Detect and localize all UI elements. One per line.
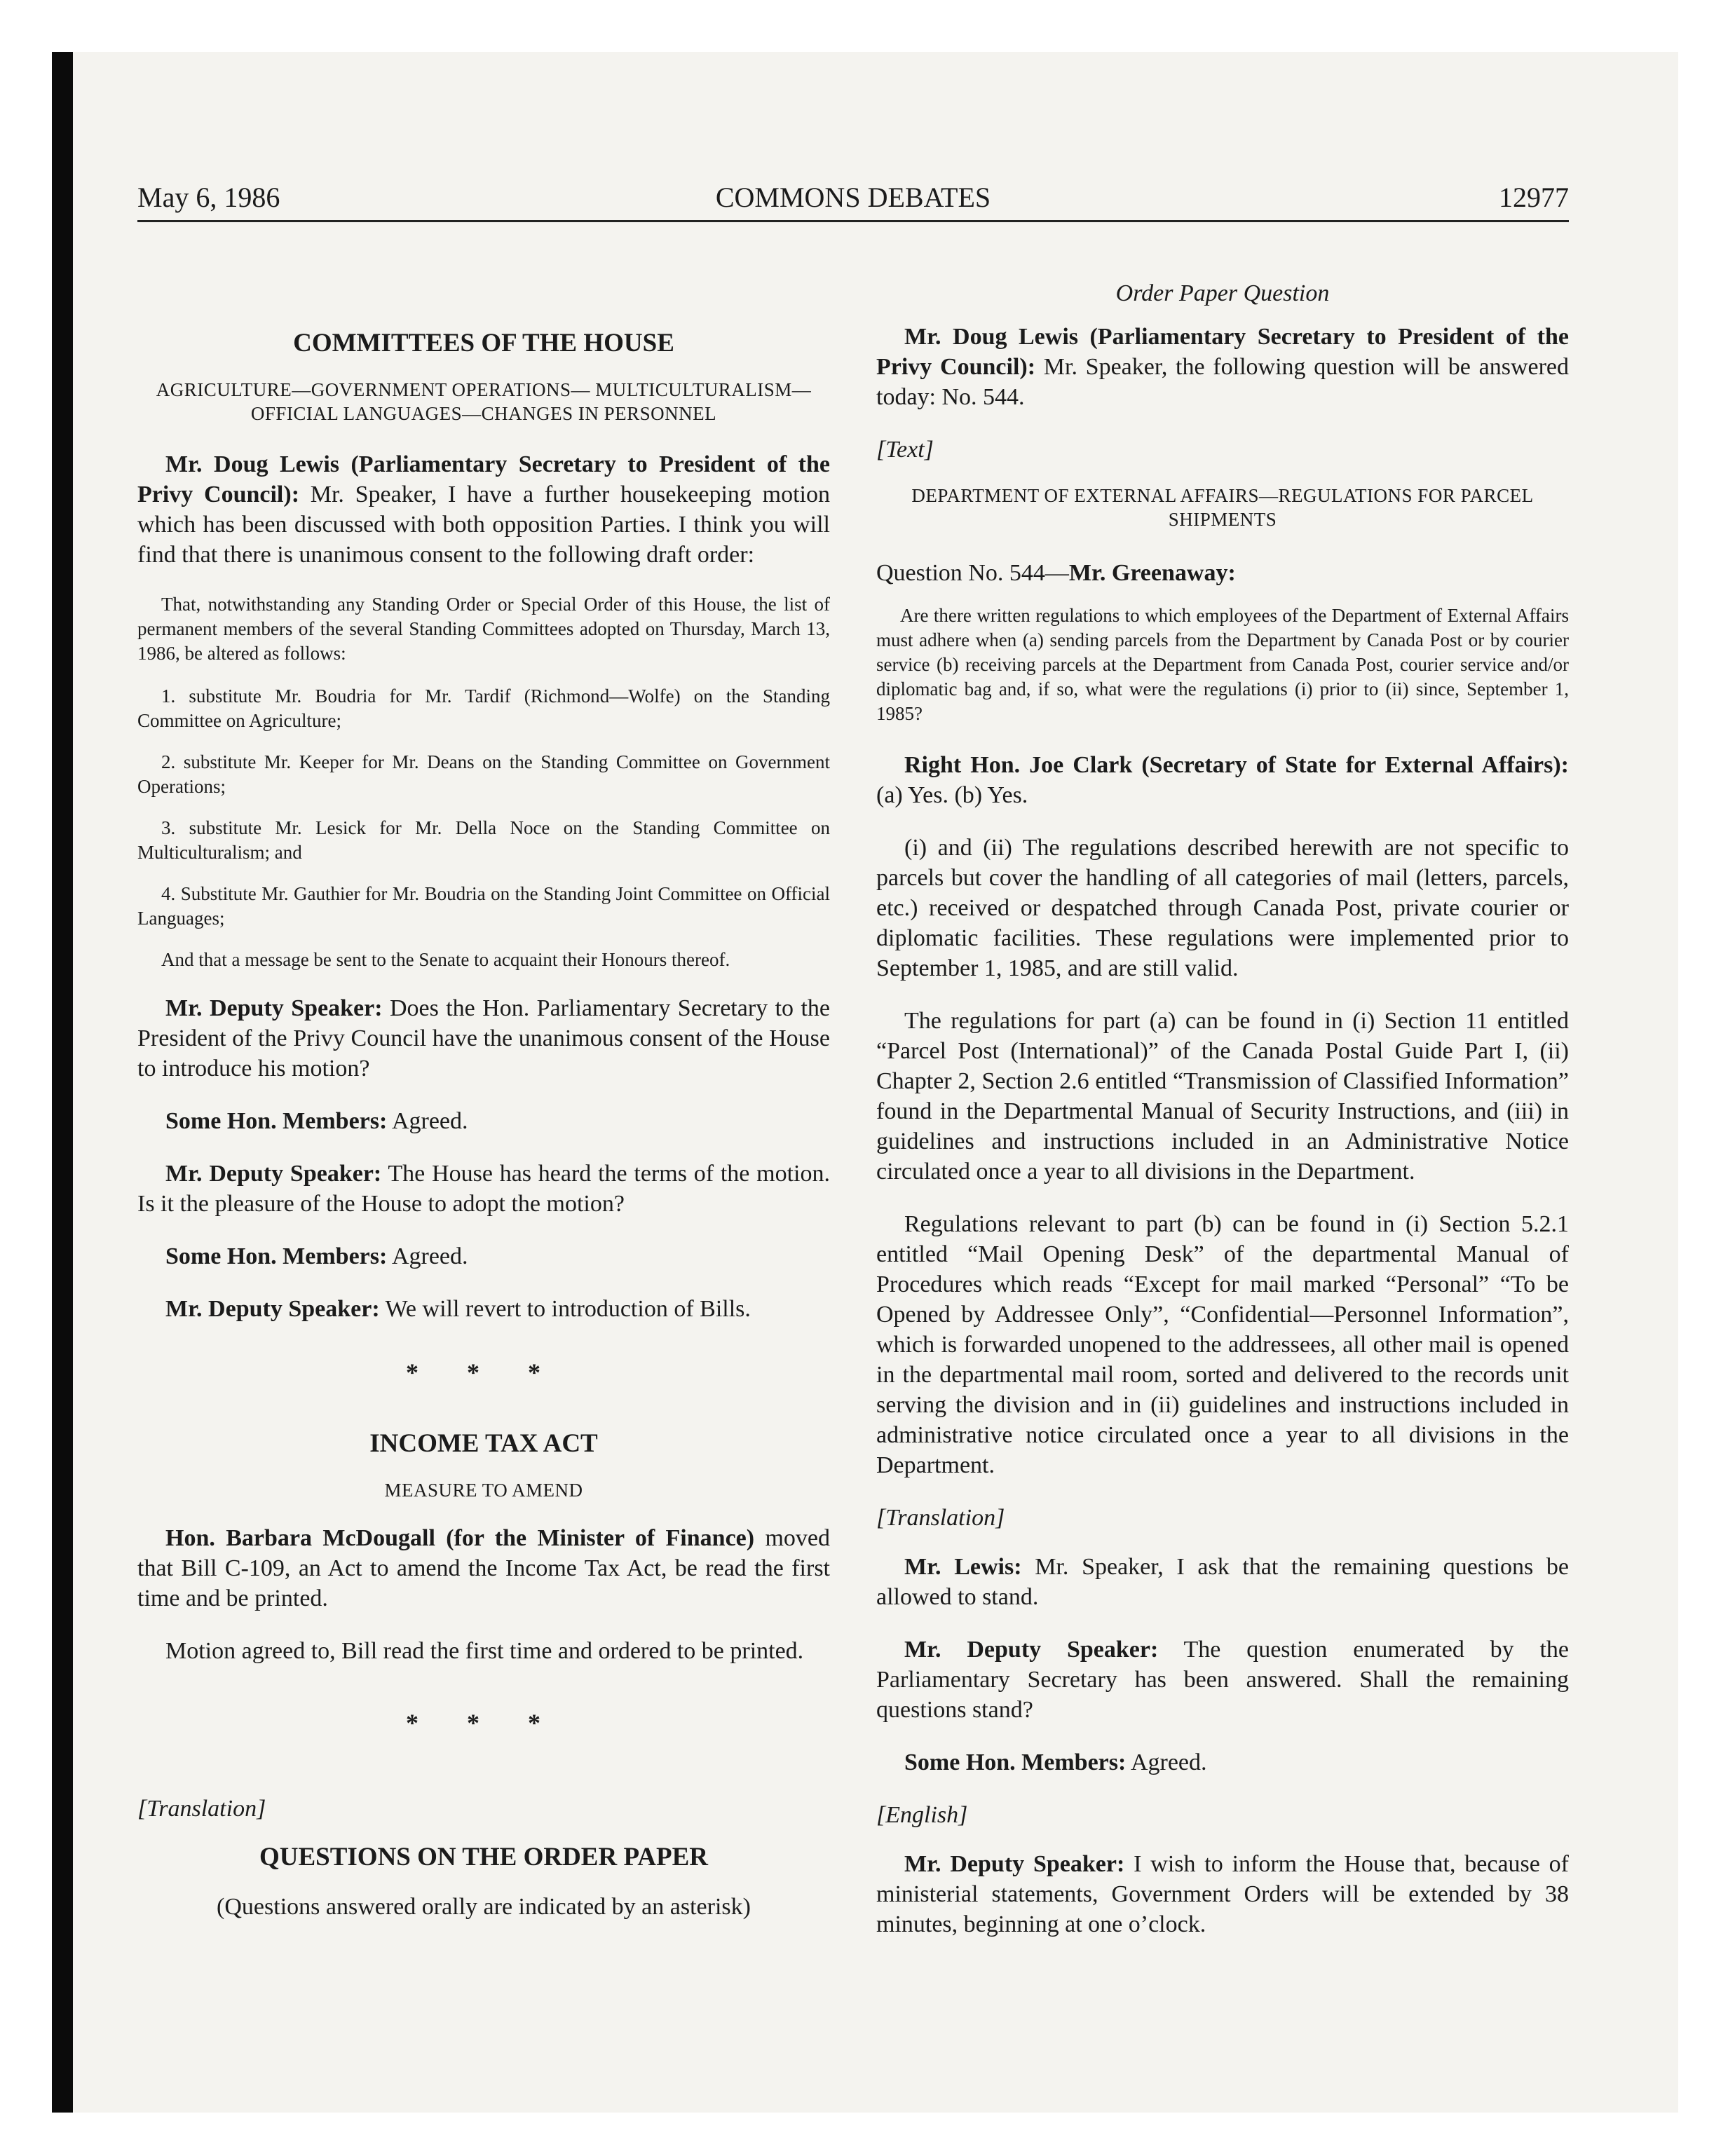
- paragraph: The regulations for part (a) can be found in (i) Section 11 entitled “Parcel Post (International)” of the Canada Postal Guide Part I, (ii) Chapter 2, Section 2.6 entitled “Transmission of Classified Information” found in the Departmental Manual of Security Instructions, and (iii) in guidelines and instructions included in an Administrative Notice circulated once a year to all divisions in the Department.: [876, 1008, 1569, 1185]
- speech-text: Does the Hon. Parliamentary Secretary to the President of the Privy Council have the unanimous consent of the House to introduce his motion?: [137, 995, 830, 1082]
- speech-text: Mr. Speaker, I ask that the remaining questions be allowed to stand.: [876, 1554, 1569, 1610]
- paragraph: [137, 993, 830, 1084]
- speaker-name: Mr. Deputy Speaker:: [165, 995, 383, 1021]
- speech-text: Mr. Speaker, I have a further housekeeping motion which has been discussed with both opposition Parties. I think you will find that there is unanimous consent to the following draft order:: [137, 482, 830, 568]
- order-paper-label: Order Paper Question: [1115, 280, 1330, 306]
- text-label: [Text]: [876, 437, 934, 463]
- paragraph: Regulations relevant to part (b) can be found in (i) Section 5.2.1 entitled “Mail Opening Desk” of the departmental Manual of Procedures which reads “Except for mail marked “Personal” “To be Opened by Addressee Only”, “Confidential—Personnel Information”, which is forwarded unopened to the addressees, all other mail is opened in the departmental mail room, sorted and delivered to the records unit serving the division and in (ii) guidelines and instructions included in administrative notice circulated once a year to all divisions in the Department.: [876, 1211, 1569, 1478]
- speaker-name: Mr. Deputy Speaker:: [904, 1851, 1125, 1877]
- list-item: 1. substitute Mr. Boudria for Mr. Tardif (Richmond—Wolfe) on the Standing Committee on Agriculture;: [137, 685, 830, 731]
- paragraph: [137, 1106, 830, 1136]
- department-heading: DEPARTMENT OF EXTERNAL AFFAIRS—REGULATIONS FOR PARCEL SHIPMENTS: [911, 485, 1534, 530]
- speech-text: moved that Bill C-109, an Act to amend the Income Tax Act, be read the first time and be printed.: [137, 1525, 830, 1611]
- section-separator: * * *: [406, 1709, 562, 1737]
- speaker-name: Mr. Lewis:: [904, 1554, 1022, 1580]
- english-label: [English]: [876, 1802, 968, 1828]
- speech-text: (a) Yes. (b) Yes.: [876, 782, 1028, 808]
- speaker-name: Mr. Deputy Speaker:: [165, 1161, 382, 1187]
- list-item: 4. Substitute Mr. Gauthier for Mr. Boudria on the Standing Joint Committee on Official Languages;: [137, 883, 830, 929]
- translation-label: [Translation]: [137, 1796, 266, 1822]
- question-text: Are there written regulations to which employees of the Department of External Affairs must adhere when (a) sending parcels from the Department by Canada Post or by courier service (b) receiving parcels at the Department from Canada Post, courier service and/or diplomatic bag and, if so, what were the regulations (i) prior to (ii) since, September 1, 1985?: [876, 605, 1569, 724]
- order-closing: And that a message be sent to the Senate to acquaint their Honours thereof.: [161, 949, 730, 970]
- paragraph: [876, 1747, 1569, 1778]
- speech-text: The House has heard the terms of the motion. Is it the pleasure of the House to adopt the motion?: [137, 1161, 830, 1217]
- section-subheading-changes: AGRICULTURE—GOVERNMENT OPERATIONS— MULTICULTURALISM—OFFICIAL LANGUAGES—CHANGES IN PERSONNEL: [156, 379, 812, 424]
- question-member: Mr. Greenaway:: [1068, 560, 1236, 586]
- speaker-name: Some Hon. Members:: [904, 1749, 1127, 1775]
- section-heading-committees: COMMITTEES OF THE HOUSE: [293, 329, 674, 357]
- paragraph: [137, 1294, 830, 1324]
- paragraph: [876, 1552, 1569, 1612]
- speech-text: Mr. Speaker, the following question will be answered today: No. 544.: [876, 354, 1570, 410]
- list-item: 3. substitute Mr. Lesick for Mr. Della Noce on the Standing Committee on Multiculturalism; and: [137, 817, 830, 863]
- page-header: [137, 178, 1569, 217]
- paragraph: [137, 1241, 830, 1271]
- speaker-name: Mr. Deputy Speaker:: [904, 1637, 1159, 1663]
- header-date: May 6, 1986: [137, 182, 280, 213]
- section-heading-income-tax: INCOME TAX ACT: [369, 1429, 598, 1458]
- header-title: COMMONS DEBATES: [715, 182, 991, 213]
- speaker-name: Right Hon. Joe Clark (Secretary of State for External Affairs):: [904, 752, 1569, 778]
- paragraph: (i) and (ii) The regulations described herewith are not specific to parcels but cover the handling of all categories of mail (letters, parcels, etc.) received or despatched through Canada Post, private courier or diplomatic facilities. These regulations were implemented prior to September 1, 1985, and are still valid.: [876, 835, 1569, 981]
- order-intro: That, notwithstanding any Standing Order or Special Order of this House, the list of permanent members of the several Standing Committees adopted on Thursday, March 13, 1986, be altered as follows:: [137, 594, 830, 664]
- header-rule: [137, 220, 1569, 222]
- speech-text: Agreed.: [1126, 1749, 1207, 1775]
- speech-text: Agreed.: [387, 1108, 468, 1134]
- paragraph: [876, 1635, 1569, 1725]
- paragraph: [876, 750, 1569, 810]
- questions-note: (Questions answered orally are indicated by an asterisk): [217, 1894, 751, 1920]
- left-column: [137, 327, 830, 1923]
- scan-border: [52, 52, 73, 2113]
- speech-text: The question enumerated by the Parliamentary Secretary has been answered. Shall the remaining questions stand?: [876, 1637, 1569, 1723]
- section-heading-questions: QUESTIONS ON THE ORDER PAPER: [259, 1843, 709, 1871]
- paragraph: [876, 322, 1569, 412]
- page: [137, 178, 1570, 1937]
- speaker-name: Some Hon. Members:: [165, 1243, 388, 1269]
- translation-label: [Translation]: [876, 1505, 1005, 1531]
- speaker-name: Mr. Deputy Speaker:: [165, 1296, 380, 1322]
- paragraph: [876, 1849, 1569, 1939]
- speech-text: I wish to inform the House that, because of ministerial statements, Government Orders will be extended by 38 minutes, beginning at one o’clock.: [876, 1851, 1570, 1937]
- question-number: Question No. 544—: [876, 560, 1069, 586]
- speaker-name: Hon. Barbara McDougall (for the Minister of Finance): [165, 1525, 755, 1551]
- right-column: [876, 278, 1569, 1962]
- paragraph: [137, 449, 830, 570]
- paragraph: [137, 1523, 830, 1613]
- speaker-name: Mr. Doug Lewis (Parliamentary Secretary to President of the Privy Council):: [137, 451, 830, 507]
- paragraph: Motion agreed to, Bill read the first time and ordered to be printed.: [165, 1638, 804, 1664]
- speech-text: We will revert to introduction of Bills.: [379, 1296, 751, 1322]
- section-subheading-measure: MEASURE TO AMEND: [384, 1480, 583, 1501]
- speaker-name: Some Hon. Members:: [165, 1108, 388, 1134]
- section-separator: * * *: [406, 1358, 562, 1386]
- list-item: 2. substitute Mr. Keeper for Mr. Deans on the Standing Committee on Government Operations;: [137, 751, 830, 797]
- speech-text: Agreed.: [387, 1243, 468, 1269]
- speaker-name: Mr. Doug Lewis (Parliamentary Secretary to President of the Privy Council):: [876, 324, 1569, 380]
- paragraph: [137, 1159, 830, 1219]
- header-page-number: 12977: [1499, 182, 1569, 213]
- question-line: [876, 558, 1569, 588]
